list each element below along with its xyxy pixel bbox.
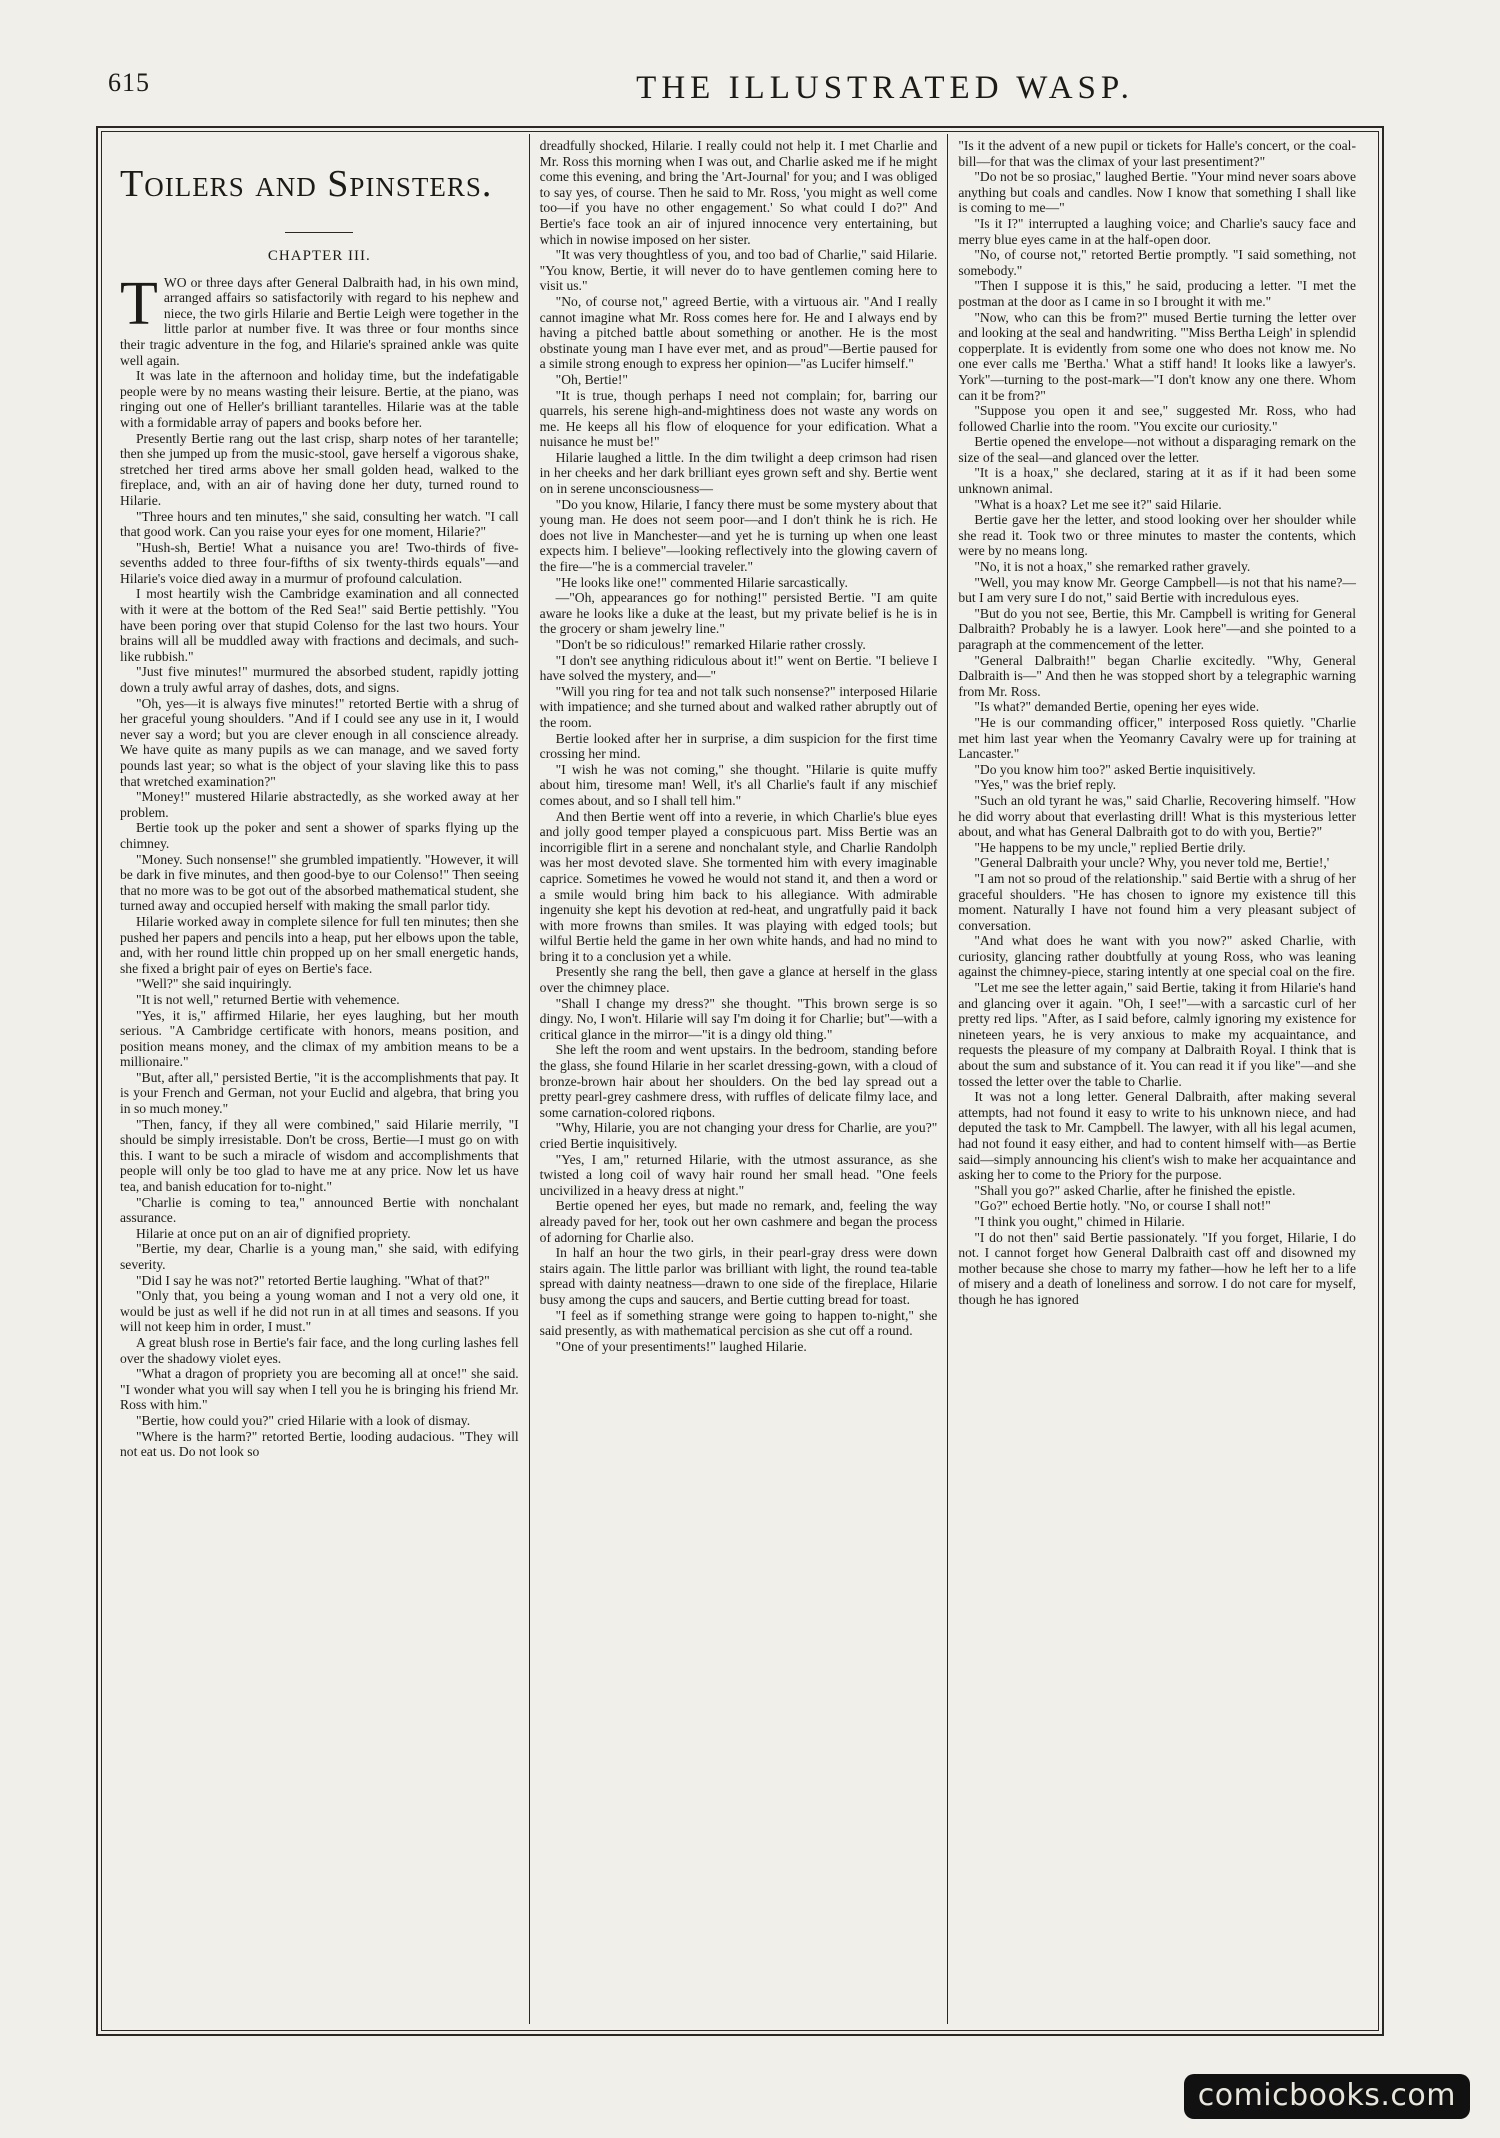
paragraph: "I feel as if something strange were going to happen to-night," she said presently, as with mathematical percision as she cut off a round. (539, 1307, 938, 1339)
paragraph: "I do not then" said Bertie passionately. "If you forget, Hilarie, I do not. I cannot forget how General Dalbraith cast off and disowned my mother because she chose to marry my father—how he left her to a life of misery and a death of loneliness and sorrow. I do not care for myself, though he has ignored (958, 1229, 1356, 1307)
paragraph: And then Bertie went off into a reverie, in which Charlie's blue eyes and jolly good temper played a conspicuous part. Miss Bertie was an incorrigible flirt in a serene and nonchalant style, and Charlie Randolph was her most devoted slave. She tormented him with every imaginable caprice. Sometimes he vowed he would not stand it, and then a word or a smile would bring him back to his allegiance. With admirable ingenuity she kept his devotion at red-heat, and ungratfully paid it back with more frowns than smiles. It was playing with edged tools; but wilful Bertie held the game in her own white hands, and had no mind to bring it to a conclusion yet a while. (539, 808, 938, 964)
paragraph: "Three hours and ten minutes," she said, consulting her watch. "I call that good work. Can you raise your eyes for one moment, Hilarie?" (120, 508, 519, 540)
paragraph: "He is our commanding officer," interposed Ross quietly. "Charlie met him last year when the Yeomanry Cavalry were up for training at Lancaster." (958, 714, 1356, 762)
paragraph: "Now, who can this be from?" mused Bertie turning the letter over and looking at the seal and handwriting. "'Miss Bertha Leigh' in splendid copperplate. It is evidently from some one who does not know me. No one ever calls me 'Bertha.' What a stiff hand! It looks like a lawyer's. York"—turning to the post-mark—"I don't know any one there. Whom can it be from?" (958, 309, 1356, 403)
paragraph: "Is it the advent of a new pupil or tickets for Halle's concert, or the coal-bill—for that was the climax of your last presentiment?" (958, 138, 1356, 169)
paragraph: "What a dragon of propriety you are becoming all at once!" she said. "I wonder what you will say when I tell you he is bringing his friend Mr. Ross with him." (120, 1366, 519, 1413)
paragraph: "Just five minutes!" murmured the absorbed student, rapidly jotting down a truly awful array of dashes, dots, and signs. (120, 664, 519, 696)
paragraph: "It was very thoughtless of you, and too bad of Charlie," said Hilarie. "You know, Bertie, it will never do to have gentlemen coming here to visit us." (539, 247, 938, 294)
page-number: 615 (108, 68, 150, 97)
running-head: THE ILLUSTRATED WASP. (636, 70, 1134, 106)
column-2 (529, 134, 948, 2024)
paragraph: I most heartily wish the Cambridge examination and all connected with it were at the bottom of the Red Sea!" said Bertie pettishly. "You have been poring over that stupid Colenso for the last two hours. Your brains will all be muddled away with fractions and decimals, and such-like rubbish." (120, 586, 519, 664)
paragraph: "He looks like one!" commented Hilarie sarcastically. (555, 574, 848, 590)
paragraph: "Is it I?" interrupted a laughing voice; and Charlie's saucy face and merry blue eyes came in at the half-open door. (958, 215, 1356, 247)
paragraph: "Hush-sh, Bertie! What a nuisance you are! Two-thirds of five-sevenths added to three four-fifths of six twenty-thirds equals"—and Hilarie's voice died away in a murmur of profound calculation. (120, 539, 519, 586)
paragraph: Bertie opened her eyes, but made no remark, and, feeling the way already paved for her, took out her own cashmere and began the process of adorning for Charlie also. (539, 1198, 938, 1245)
paragraph: "But, after all," persisted Bertie, "it is the accomplishments that pay. It is your French and German, not your Euclid and algebra, that bring you in so much money." (120, 1069, 519, 1117)
paragraph: "It is true, though perhaps I need not complain; for, barring our quarrels, his serene high-and-mightiness does not waste any words on me. He keeps all his flow of eloquence for your edification. What a nuisance he must be!" (539, 387, 938, 450)
paragraph: "Only that, you being a young woman and I not a very old one, it would be just as well if he did not run in at all times and seasons. If you will not keep him in order, I must." (120, 1288, 519, 1335)
paragraph: "But do you not see, Bertie, this Mr. Campbell is writing for General Dalbraith? Probably he is a lawyer. Look here"—and she pointed to a paragraph at the commencement of the letter. (958, 605, 1356, 652)
paragraph: "I wish he was not coming," she thought. "Hilarie is quite muffy about him, tiresome man! Well, it's all Charlie's fault if any mischief comes about, and so I shall tell him." (539, 761, 938, 808)
paragraph: "Yes, I am," returned Hilarie, with the utmost assurance, as she twisted a long coil of wavy hair round her small head. "One feels uncivilized in a heavy dress at night." (539, 1151, 938, 1198)
paragraph: "Charlie is coming to tea," announced Bertie with nonchalant assurance. (120, 1194, 519, 1226)
paragraph: "Did I say he was not?" retorted Bertie laughing. "What of that?" (136, 1272, 490, 1288)
paragraph: "And what does he want with you now?" asked Charlie, with curiosity, glancing rather doubtfully at young Ross, who was leaning against the chimney-piece, staring intently at one special coal on the fire. (958, 933, 1356, 980)
paragraph-text: WO or three days after General Dalbraith had, in his own mind, arranged affairs so satisfactorily with regard to his nephew and niece, the two girls Hilarie and Bertie Leigh were together in the little parlor at number five. It was three or four months since their tragic adventure in the fog, and Hilarie's sprained ankle was quite well again. (120, 274, 519, 368)
paragraph: Bertie gave her the letter, and stood looking over her shoulder while she read it. Took two or three minutes to master the contents, which were by no means long. (958, 512, 1356, 559)
paragraph: "Shall I change my dress?" she thought. "This brown serge is so dingy. No, I won't. Hilarie will say I'm doing it for Charlie; but"—with a critical glance in the mirror—"it is a dingy old thing." (539, 995, 938, 1042)
paragraph: "Don't be so ridiculous!" remarked Hilarie rather crossly. (555, 637, 866, 652)
paragraph: "Then, fancy, if they all were combined," said Hilarie merrily, "I should be simply irresistable. Don't be cross, Bertie—I must go on with this. I want to be such a miracle of wisdom and accomplishments that people will only be too glad to have me at any price. Now let us have tea, and banish education for to-night." (120, 1116, 519, 1195)
column-1 (110, 134, 529, 2024)
column-3 (947, 134, 1366, 2024)
article-columns (110, 134, 1366, 2024)
paragraph: Bertie opened the envelope—not without a disparaging remark on the size of the seal—and glanced over the letter. (958, 434, 1356, 465)
paragraph: "Yes," was the brief reply. (974, 777, 1117, 793)
paragraph: "I don't see anything ridiculous about it!" went on Bertie. "I believe I have solved the mystery, and—" (539, 652, 938, 684)
paragraph: "It is not well," returned Bertie with vehemence. (136, 991, 400, 1007)
paragraph: Bertie took up the poker and sent a shower of sparks flying up the chimney. (120, 820, 519, 851)
paragraph: "He happens to be my uncle," replied Bertie drily. (974, 839, 1246, 855)
paragraph: "Money. Such nonsense!" she grumbled impatiently. "However, it will be dark in five minutes, and then good-bye to our Colenso!" Then seeing that no more was to be got out of the absorbed mathematical student, she turned away and occupied herself with making the small parlor tidy. (120, 851, 519, 914)
paragraph: "Such an old tyrant he was," said Charlie, Recovering himself. "How he did worry about that everlasting drill! What is this mysterious letter about, and what has General Dalbraith got to do with you, Bertie?" (958, 792, 1356, 840)
paragraph: Presently Bertie rang out the last crisp, sharp notes of her tarantelle; then she jumped up from the music-stool, gave herself a vigorous shake, stretched her tired arms above her small golden head, walked to the fireplace, and, with an air of having done her duty, turned round to Hilarie. (120, 430, 519, 508)
paragraph: "Bertie, my dear, Charlie is a young man," she said, with edifying severity. (120, 1241, 519, 1272)
paragraph: "Do not be so prosiac," laughed Bertie. "Your mind never soars above anything but coals and candles. Now I know that something I shall like is coming to me—" (958, 169, 1356, 216)
paragraph: "Then I suppose it is this," he said, producing a letter. "I met the postman at the door as I came in so I brought it with me." (958, 278, 1356, 309)
paragraph: "No, it is not a hoax," she remarked rather gravely. (974, 559, 1251, 575)
paragraph: "Oh, yes—it is always five minutes!" retorted Bertie with a shrug of her graceful young shoulders. "And if I could see any use in it, I would never say a word; but you are clever enough in all conscience already. We have quite as many pupils as we can manage, and we saved forty pounds last year; so what is the object of your slaving like this to pass that wretched examination?" (120, 695, 519, 789)
paragraph: "I am not so proud of the relationship." said Bertie with a shrug of her graceful shoulders. "He has chosen to ignore my existence till this moment. Naturally I have not found him a very pleasant subject of conversation. (958, 870, 1356, 933)
paragraph: "Well, you may know Mr. George Campbell—is not that his name?—but I am very sure I do not," said Bertie with incredulous eyes. (958, 574, 1356, 606)
paragraph: "It is a hoax," she declared, staring at it as if it had been some unknown animal. (958, 465, 1356, 497)
paragraph: It was late in the afternoon and holiday time, but the indefatigable people were by no means wasting their leisure. Bertie, at the piano, was ringing out one of Heller's brilliant tarantelles. Hilarie was at the table with a formidable array of papers and books before her. (120, 368, 519, 430)
paragraph (120, 269, 519, 369)
paragraph: "Do you know, Hilarie, I fancy there must be some mystery about that young man. He does not seem poor—and I don't think he is rich. He does not live in Manchester—and yet he is turning up when one least expects him. I believe"—looking reflectively into the glowing cavern of the fire—"he is a commercial traveler." (539, 496, 938, 575)
paragraph: dreadfully shocked, Hilarie. I really could not help it. I met Charlie and Mr. Ross this morning when I was out, and Charlie asked me if he might come this evening, and bring the 'Art-Journal' for you; and I was obliged to say yes, of course. Then he said to Mr. Ross, 'you might as well come too—if you have no other engagement.' So what could I do?" And Bertie's face took an air of injured innocence very entertaining, but which in nowise imposed on her sister. (539, 138, 938, 247)
paragraph: "One of your presentiments!" laughed Hilarie. (555, 1338, 807, 1354)
paragraph: Hilarie worked away in complete silence for full ten minutes; then she pushed her papers and pencils into a heap, put her elbows upon the table, and, with her round little chin propped up on her small energetic hands, she fixed a bright pair of eyes on Bertie's face. (120, 913, 519, 976)
paragraph: "General Dalbraith!" began Charlie excitedly. "Why, General Dalbraith is—" And then he was stopped short by a telegraphic warning from Mr. Ross. (958, 652, 1356, 699)
paragraph: —"Oh, appearances go for nothing!" persisted Bertie. "I am quite aware he looks like a duke at the least, but my private belief is he is in the grocery or sham jewelry line." (539, 590, 938, 637)
paragraph: "What is a hoax? Let me see it?" said Hilarie. (974, 496, 1222, 512)
paragraph: "Is what?" demanded Bertie, opening her eyes wide. (974, 699, 1260, 715)
paragraph: In half an hour the two girls, in their pearl-gray dress were down stairs again. The little parlor was brilliant with light, the round tea-table spread with dainty neatness—drawn to one side of the fireplace, Hilarie busy among the cups and saucers, and Bertie cutting bread for toast. (539, 1245, 938, 1307)
paragraph: "Bertie, how could you?" cried Hilarie with a look of dismay. (136, 1412, 471, 1428)
paragraph: She left the room and went upstairs. In the bedroom, standing before the glass, she found Hilarie in her scarlet dressing-gown, with a cloud of bronze-brown hair about her shoulders. On the bed lay spread out a pretty pearl-grey cashmere dress, with ruffles of delicate filmy lace, and some carnation-colored riqbons. (539, 1042, 938, 1120)
paragraph: "General Dalbraith your uncle? Why, you never told me, Bertie!,' (974, 855, 1330, 871)
paragraph: "No, of course not," agreed Bertie, with a virtuous air. "And I really cannot imagine what Mr. Ross comes here for. He and I always end by having a pitched battle about something or another. He is the most obstinate young man I have ever met, and as proud"—Bertie paused for a simile strong enough to express her opinion—"as Lucifer himself." (539, 293, 938, 372)
paragraph: "Will you ring for tea and not talk such nonsense?" interposed Hilarie with impatience; and she turned about and walked rather abruptly out of the room. (539, 683, 938, 730)
paragraph: A great blush rose in Bertie's fair face, and the long curling lashes fell over the shadowy violet eyes. (120, 1334, 519, 1366)
paragraph: "Suppose you open it and see," suggested Mr. Ross, who had followed Charlie into the room. "You excite our curiosity." (958, 403, 1356, 434)
watermark-logo: comicbooks.com (1184, 2074, 1470, 2119)
paragraph: "Shall you go?" asked Charlie, after he finished the epistle. (974, 1182, 1296, 1198)
paragraph: "Go?" echoed Bertie hotly. "No, or course I shall not!" (974, 1198, 1271, 1214)
paragraph: Bertie looked after her in surprise, a dim suspicion for the first time crossing her mind. (539, 730, 938, 762)
chapter-heading: CHAPTER III. (267, 248, 371, 264)
paragraph: Hilarie at once put on an air of dignified propriety. (136, 1225, 411, 1241)
paragraph: "Money!" mustered Hilarie abstractedly, as she worked away at her problem. (120, 789, 519, 820)
story-title: Toilers and Spinsters. (120, 163, 493, 205)
paragraph: "Where is the harm?" retorted Bertie, looding audacious. "They will not eat us. Do not look so (120, 1428, 519, 1460)
paragraph: "Why, Hilarie, you are not changing your dress for Charlie, are you?" cried Bertie inquisitively. (539, 1120, 938, 1151)
paragraph: "Yes, it is," affirmed Hilarie, her eyes laughing, but her mouth serious. "A Cambridge certificate with honors, means position, and position means money, and the climax of my ambition means to be a millionaire." (120, 1007, 519, 1070)
paragraph: Presently she rang the bell, then gave a glance at herself in the glass over the chimney place. (539, 964, 938, 996)
paragraph: "I think you ought," chimed in Hilarie. (974, 1213, 1185, 1229)
paragraph: "Let me see the letter again," said Bertie, taking it from Hilarie's hand and glancing over it again. "Oh, I see!"—with a sarcastic curl of her pretty red lips. "After, as I said before, calmly ignoring my existence for nineteen years, he is very anxious to make my acquaintance, and requests the pleasure of my company at Dalbraith Royal. I think that is about the sum and substance of it. You can read it if you like"—and she tossed the letter over the table to Charlie. (958, 980, 1356, 1089)
paragraph: "Well?" she said inquiringly. (136, 976, 292, 992)
paragraph: It was not a long letter. General Dalbraith, after making several attempts, had not found it easy to write to his unknown niece, and had deputed the task to Mr. Campbell. The lawyer, with all his legal acumen, had not found it easy either, and had to content himself with—as Bertie said—simply announcing his client's wish to make her acquaintance and asking her to come to the Priory for the purpose. (958, 1089, 1356, 1183)
paragraph: "Do you know him too?" asked Bertie inquisitively. (974, 761, 1256, 777)
paragraph: "Oh, Bertie!" (555, 371, 628, 387)
title-rule (285, 232, 353, 233)
drop-cap: T (120, 269, 158, 338)
paragraph: "No, of course not," retorted Bertie promptly. "I said something, not somebody." (958, 247, 1356, 278)
paragraph: Hilarie laughed a little. In the dim twilight a deep crimson had risen in her cheeks and her dark brilliant eyes grown seft and shy. Bertie went on in serene unconsciousness— (539, 449, 938, 497)
